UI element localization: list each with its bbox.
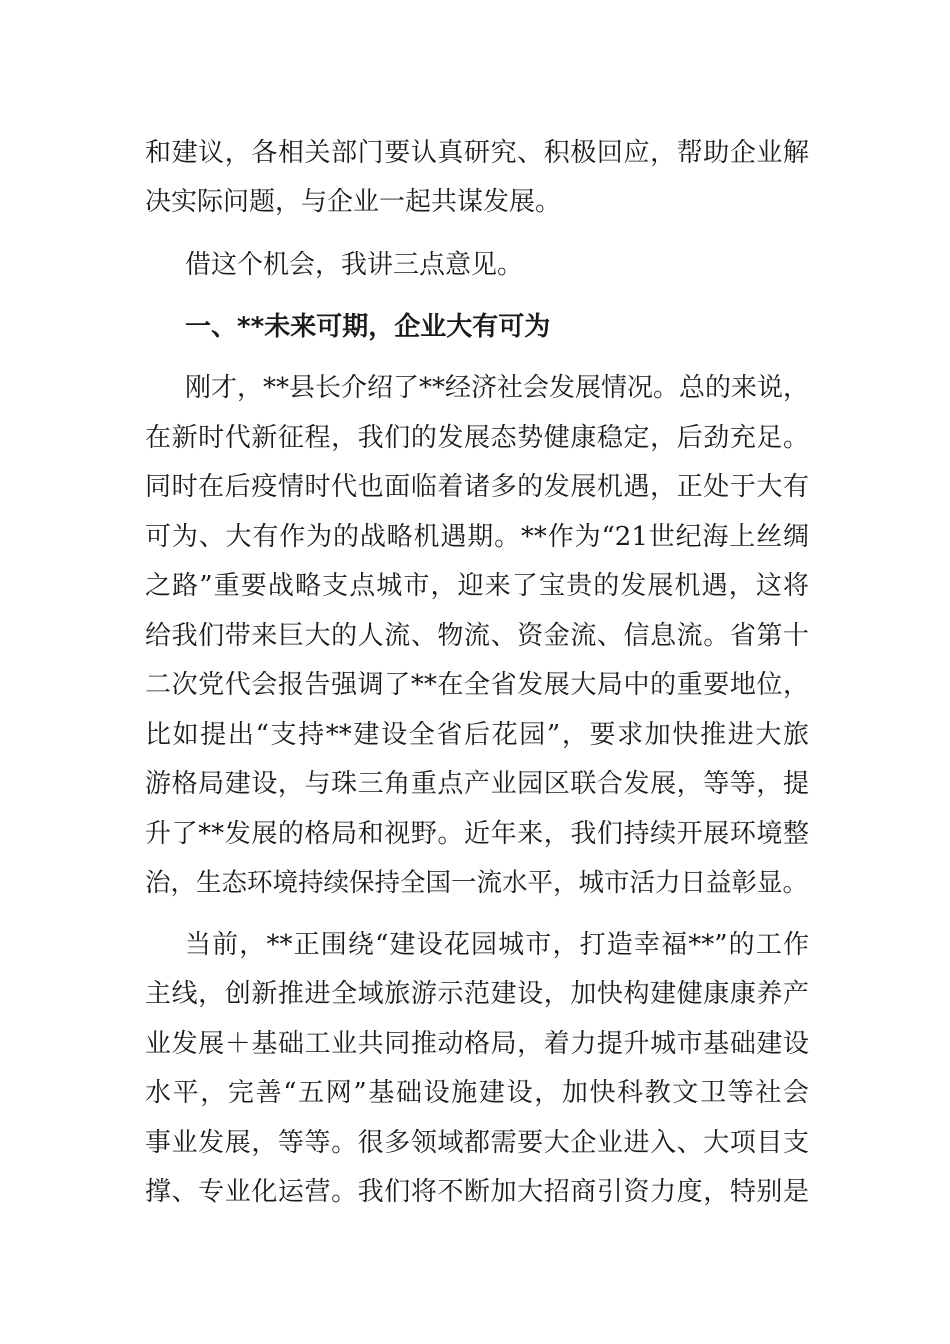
section-heading: 一、**未来可期，企业大有可为 [185, 312, 551, 342]
text-line: 业发展＋基础工业共同推动格局，着力提升城市基础建设 [145, 1029, 809, 1059]
text-line: 升了**发展的格局和视野。近年来，我们持续开展环境整 [145, 819, 809, 849]
text-line: 主线，创新推进全域旅游示范建设，加快构建健康康养产 [145, 979, 809, 1009]
text-line: 撑、专业化运营。我们将不断加大招商引资力度，特别是 [145, 1177, 809, 1207]
text-line: 比如提出“支持**建设全省后花园”，要求加快推进大旅 [145, 720, 809, 750]
text-line: 决实际问题，与企业一起共谋发展。 [145, 187, 562, 217]
text-line: 当前，**正围绕“建设花园城市，打造幸福**”的工作 [185, 930, 809, 960]
text-line: 和建议，各相关部门要认真研究、积极回应，帮助企业解 [145, 138, 809, 168]
text-line: 可为、大有作为的战略机遇期。**作为“21世纪海上丝绸 [145, 522, 809, 552]
text-line: 二次党代会报告强调了**在全省发展大局中的重要地位， [145, 670, 809, 700]
text-line: 水平，完善“五网”基础设施建设，加快科教文卫等社会 [145, 1078, 809, 1108]
text-line: 之路”重要战略支点城市，迎来了宝贵的发展机遇，这将 [145, 571, 809, 601]
text-line: 刚才，**县长介绍了**经济社会发展情况。总的来说， [185, 373, 810, 403]
text-line: 在新时代新征程，我们的发展态势健康稳定，后劲充足。 [145, 423, 809, 453]
text-line: 同时在后疫情时代也面临着诸多的发展机遇，正处于大有 [145, 472, 809, 502]
text-line: 游格局建设，与珠三角重点产业园区联合发展，等等，提 [145, 769, 809, 799]
text-line: 给我们带来巨大的人流、物流、资金流、信息流。省第十 [145, 621, 809, 651]
text-line: 治，生态环境持续保持全国一流水平，城市活力日益彰显。 [145, 868, 809, 898]
text-line: 借这个机会，我讲三点意见。 [185, 250, 524, 280]
text-line: 事业发展，等等。很多领域都需要大企业进入、大项目支 [145, 1128, 809, 1158]
